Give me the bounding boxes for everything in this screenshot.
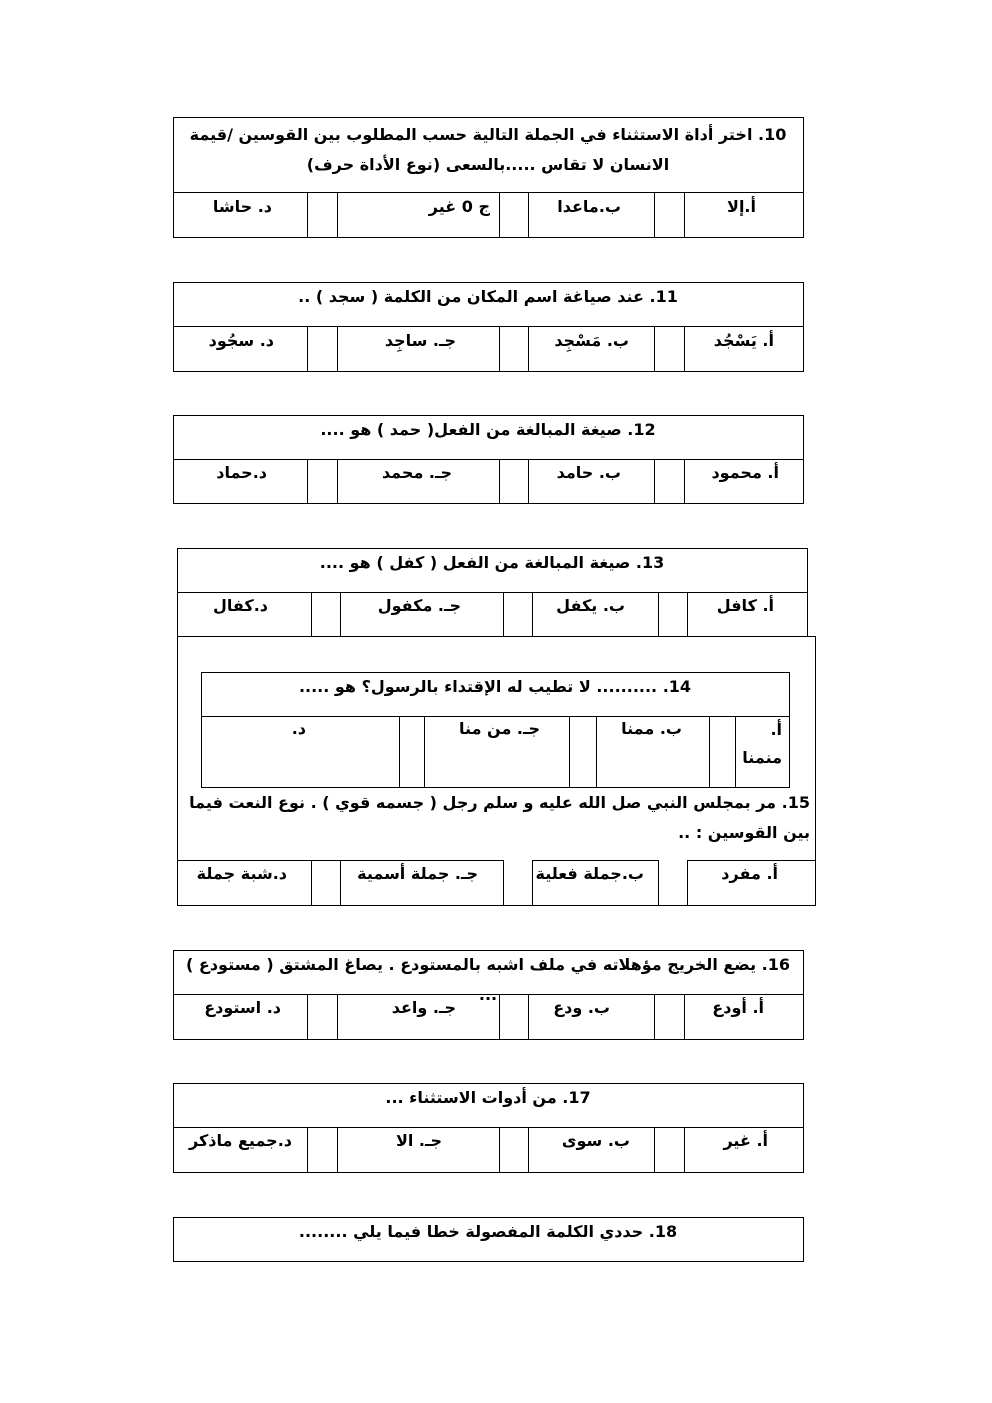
q12-option-c[interactable]: جـ. محمد — [381, 463, 452, 482]
q10-option-c[interactable]: ج 0 غير — [428, 197, 490, 216]
question-10-text: 10. اختر أداة الاستثناء في الجملة التالية حسب المطلوب بين القوسين /قيمة الانسان لا تقاس .....بالسعى (نوع الأداة حرف) — [189, 125, 787, 174]
q12-option-b[interactable]: ب. حامد — [556, 463, 621, 482]
q13-option-b[interactable]: ب. يكفل — [556, 596, 625, 615]
q13-option-d[interactable]: د.كفال — [213, 596, 268, 615]
question-16-text: 16. يضع الخريج مؤهلاته في ملف اشبه بالمستودع . يصاغ المشتق ( مستودع ) ... — [186, 955, 790, 1004]
question-12-text: 12. صيغة المبالغة من الفعل( حمد ) هو .... — [320, 420, 656, 439]
q17-option-d[interactable]: د.جميع ماذكر — [189, 1131, 292, 1150]
q17-gap — [307, 1127, 338, 1173]
question-14-text: 14. .......... لا تطيب له الإقتداء بالرسول؟ هو ..... — [298, 677, 692, 696]
q14-option-c[interactable]: جـ. من منا — [459, 719, 540, 738]
q16-option-c[interactable]: جـ. واعد — [391, 998, 456, 1017]
q12-gap — [307, 459, 338, 504]
q14-gap — [399, 716, 425, 788]
q16-option-b[interactable]: ب. ودع — [553, 998, 610, 1017]
q16-option-d[interactable]: د. استودع — [204, 998, 281, 1017]
question-13-text: 13. صيغة المبالغة من الفعل ( كفل ) هو .... — [319, 553, 665, 572]
q15-option-d[interactable]: د.شبة جملة — [196, 864, 287, 883]
q17-option-b[interactable]: ب. سوى — [561, 1131, 630, 1150]
q11-option-b[interactable]: ب. مَسْجِد — [554, 331, 629, 350]
question-15-text: 15. مر بمجلس النبي صل الله عليه و سلم رجل ( جسمه قوي ) . نوع النعت فيما بين القوسين : .. — [189, 793, 810, 842]
q10-option-a[interactable]: أ.إلا — [727, 197, 756, 216]
q13-option-c[interactable]: جـ. مكفول — [377, 596, 461, 615]
q13-gap — [311, 592, 341, 637]
q11-option-a[interactable]: أ. يَسْجُد — [713, 331, 774, 350]
question-11-text: 11. عند صياغة اسم المكان من الكلمة ( سجد ) .. — [298, 287, 678, 306]
q17-option-c[interactable]: جـ. الا — [395, 1131, 442, 1150]
q12-option-a[interactable]: أ. محمود — [711, 463, 779, 482]
q11-gap — [307, 326, 338, 372]
q15-option-b[interactable]: ب.جملة فعلية — [535, 864, 644, 883]
q13-option-a[interactable]: أ. كافل — [716, 596, 774, 615]
q11-option-d[interactable]: د. سجُود — [208, 331, 274, 350]
q10-option-b[interactable]: ب.ماعدا — [557, 197, 621, 216]
q10-gap — [307, 192, 338, 238]
q10-option-d[interactable]: د. حاشا — [212, 197, 272, 216]
q16-option-a[interactable]: أ. أودع — [712, 998, 764, 1017]
q14-option-b[interactable]: ب. ممنا — [621, 719, 682, 738]
q17-option-a[interactable]: أ. غير — [723, 1131, 768, 1150]
q15-option-c[interactable]: جـ. جملة أسمية — [357, 864, 478, 883]
q11-option-c[interactable]: جـ. ساجِد — [384, 331, 456, 350]
q15-option-a[interactable]: أ. مفرد — [721, 864, 778, 883]
q16-gap — [307, 994, 338, 1040]
q14-option-d[interactable]: د. — [291, 719, 306, 738]
q15-gap — [311, 860, 341, 906]
question-17-text: 17. من أدوات الاستثناء ... — [385, 1088, 591, 1107]
q14-option-a[interactable]: أ. منمنا — [742, 720, 782, 767]
question-18-text: 18. حددي الكلمة المفصولة خطا فيما يلي ........ — [298, 1222, 678, 1241]
q12-option-d[interactable]: د.حماد — [216, 463, 267, 482]
